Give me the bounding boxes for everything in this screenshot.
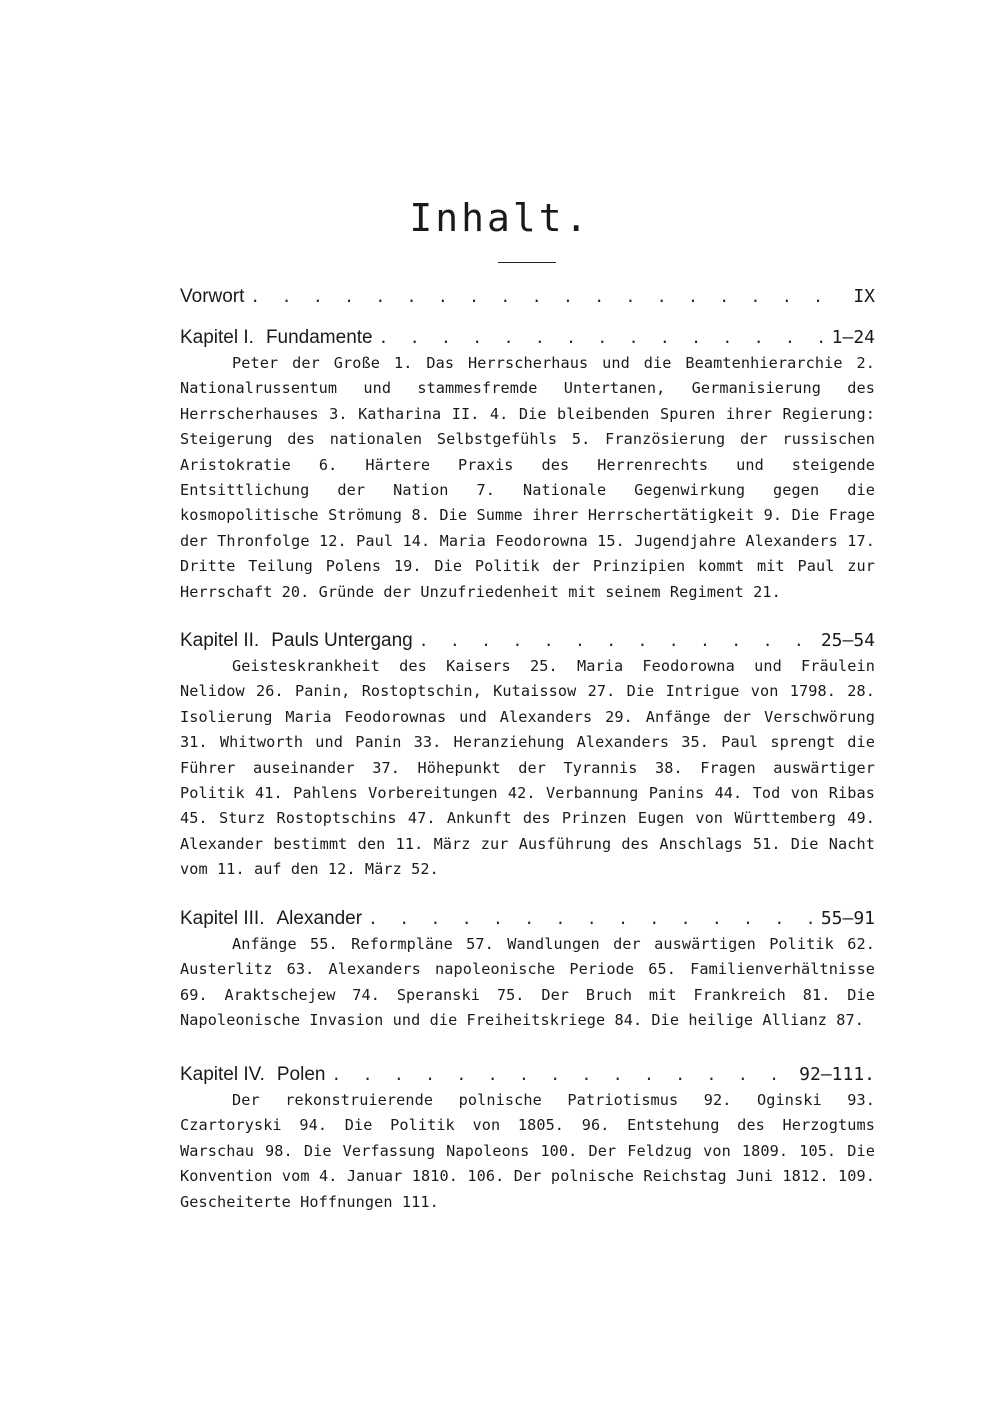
chapter-title: Polen [276,1064,326,1085]
toc-entry-head [180,325,875,351]
page-title: Inhalt. [409,196,591,240]
chapter-title: Alexander [276,908,363,929]
chapter-pages: 92—111. [799,1064,875,1085]
toc-entry-label: Vorwort [180,286,245,307]
chapter-number: Kapitel IV. [180,1064,265,1085]
chapter-summary: Peter der Große 1. Das Herrscherhaus und die Beamtenhierarchie 2. Nationalrussentum und stammesfremde Untertanen, Germanisierung des Herrscherhauses 3. Katharina II. 4. Die bleibenden Spuren ihrer Regierung: Steigerung des nationalen Selbstgefühls 5. Französierung der russischen Aristokratie 6. Härtere Praxis des Herrenrechts und steigende Entsittlichung der Nation 7. Nationale Gegenwirkung gegen die kosmopolitische Strömung 8. Die Summe ihrer Herrschertätigkeit 9. Die Frage der Thronfolge 12. Paul 14. Maria Feodorowna 15. Jugendjahre Alexanders 17. Dritte Teilung Polens 19. Die Politik der Prinzipien kommt mit Paul zur Herrschaft 20. Gründe der Unzufriedenheit mit seinem Regiment 21. [180,354,875,601]
chapter-pages: 25—54 [820,630,875,651]
chapter-title: Pauls Untergang [271,630,413,651]
toc-entry-head [180,628,875,654]
toc-entry-kapitel-4 [180,1062,875,1215]
chapter-title: Fundamente [265,327,373,348]
leader-dots [250,284,847,310]
toc-entry-head [180,1062,875,1088]
toc-entry-vorwort [180,284,875,310]
leader-dots [419,628,815,654]
chapter-summary: Geisteskrankheit des Kaisers 25. Maria Feodorowna und Fräulein Nelidow 26. Panin, Rostoptschin, Kutaissow 27. Die Intrigue von 1798. 28. Isolierung Maria Feodorownas und Alexanders 29. Anfänge der Verschwörung 31. Whitworth und Panin 33. Heranziehung Alexanders 35. Paul sprengt die Führer auseinander 37. Höhepunkt der Tyrannis 38. Fragen auswärtiger Politik 41. Pahlens Vorbereitungen 42. Verbannung Panins 44. Tod von Ribas 45. Sturz Rostoptschins 47. Ankunft des Prinzen Eugen von Württemberg 49. Alexander bestimmt den 11. März zur Ausführung des Anschlags 51. Die Nacht vom 11. auf den 12. März 52. [180,657,875,879]
chapter-number: Kapitel I. [180,327,254,348]
toc-entry-kapitel-1 [180,325,875,605]
chapter-number: Kapitel II. [180,630,260,651]
toc-entry-kapitel-3 [180,906,875,1034]
chapter-number: Kapitel III. [180,908,265,929]
toc-entry-pages: IX [853,286,875,307]
leader-dots [331,1062,793,1088]
chapter-pages: 1—24 [831,327,875,348]
title-divider [498,262,556,263]
chapter-summary: Der rekonstruierende polnische Patriotismus 92. Oginski 93. Czartoryski 94. Die Politik von 1805. 96. Entstehung des Herzogtums Warschau 98. Die Verfassung Napoleons 100. Der Feldzug von 1809. 105. Die Konvention vom 4. Januar 1810. 106. Der polnische Reichstag Juni 1812. 109. Gescheiterte Hoffnungen 111. [180,1091,875,1211]
leader-dots [379,325,826,351]
leader-dots [368,906,815,932]
chapter-summary: Anfänge 55. Reformpläne 57. Wandlungen der auswärtigen Politik 62. Austerlitz 63. Alexanders napoleonische Periode 65. Familienverhältnisse 69. Araktschejew 74. Speranski 75. Der Bruch mit Frankreich 81. Die Napoleonische Invasion und die Freiheitskriege 84. Die heilige Allianz 87. [180,935,875,1030]
toc-entry-kapitel-2 [180,628,875,883]
toc-entry-head [180,284,875,310]
chapter-pages: 55—91 [820,908,875,929]
toc-entry-head [180,906,875,932]
